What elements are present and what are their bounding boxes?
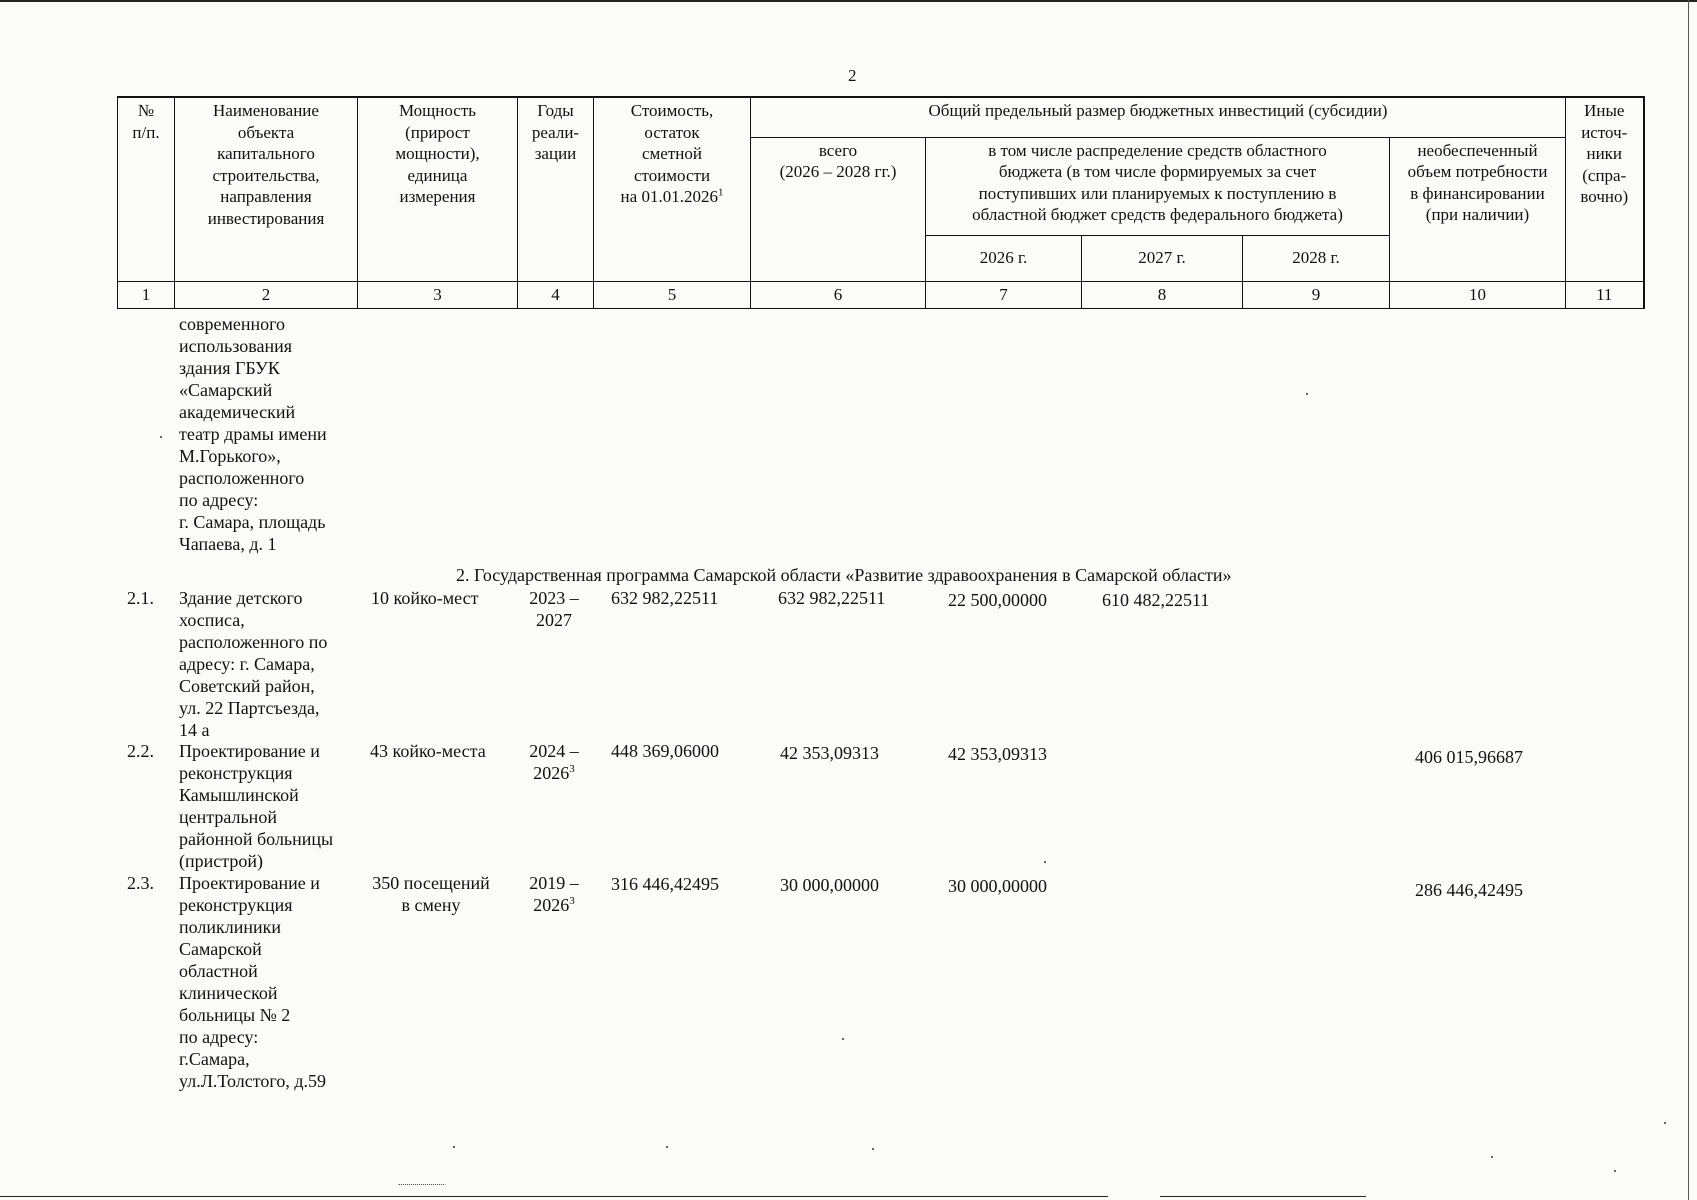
header-col-other-sources: Иные источ- ники (спра- вочно) bbox=[1566, 97, 1644, 281]
header-subgroup-regional: в том числе распределение средств областного бюджета (в том числе формируемых за счет поступивших или планируемых к поступлению в областной бюджет средств федерального бюджета) bbox=[926, 137, 1390, 235]
column-number: 2 bbox=[175, 281, 358, 308]
column-number: 7 bbox=[926, 281, 1082, 308]
years: 2024 – 2026$^3$ bbox=[529, 741, 579, 783]
header-col-2028: 2028 г. bbox=[1243, 235, 1390, 281]
column-number: 3 bbox=[358, 281, 518, 308]
scan-speck bbox=[1491, 1156, 1493, 1158]
cost: 316 446,42495 bbox=[611, 874, 719, 894]
scan-bottom-border bbox=[1160, 1196, 1366, 1197]
header-col-2027: 2027 г. bbox=[1082, 235, 1243, 281]
column-number: 1 bbox=[118, 281, 175, 308]
column-number: 5 bbox=[594, 281, 751, 308]
header-col-name: Наименование объекта капитального строительства, направления инвестирования bbox=[175, 97, 358, 281]
header-col-2026: 2026 г. bbox=[926, 235, 1082, 281]
scan-speck bbox=[1664, 1122, 1666, 1124]
row-number: 2.3. bbox=[127, 873, 154, 893]
column-number: 11 bbox=[1566, 281, 1644, 308]
capacity: 350 посещений в смену bbox=[372, 873, 490, 915]
header-col-cost: Стоимость, остаток сметной стоимости на 01.01.2026$^1$ bbox=[594, 97, 751, 281]
scan-speck bbox=[398, 1184, 446, 1186]
amount-2027: 610 482,22511 bbox=[1102, 590, 1210, 610]
scan-bottom-border bbox=[0, 1196, 1108, 1197]
unsecured-amount: 286 446,42495 bbox=[1415, 880, 1523, 900]
continuation-object-name: современного использования здания ГБУК «Самарский академический театр драмы имени М.Горького», расположенного по адресу: г. Самара, площадь Чапаева, д. 1 bbox=[179, 314, 327, 554]
scan-speck bbox=[160, 436, 162, 438]
column-number: 9 bbox=[1243, 281, 1390, 308]
total-2026-2028: 632 982,22511 bbox=[778, 588, 886, 608]
scan-speck bbox=[453, 1146, 455, 1148]
header-group-budget: Общий предельный размер бюджетных инвестиций (субсидии) bbox=[751, 97, 1566, 137]
table-header bbox=[117, 96, 1645, 309]
section-title: 2. Государственная программа Самарской области «Развитие здравоохранения в Самарской области» bbox=[456, 565, 1232, 585]
cost: 632 982,22511 bbox=[611, 588, 719, 608]
scan-top-border bbox=[0, 0, 1697, 2]
column-number: 10 bbox=[1390, 281, 1566, 308]
header-col-unsecured: необеспеченный объем потребности в финансировании (при наличии) bbox=[1390, 137, 1566, 281]
scan-speck bbox=[842, 1038, 844, 1040]
scan-speck bbox=[1306, 393, 1308, 395]
capacity: 10 койко-мест bbox=[371, 588, 479, 608]
capacity: 43 койко-места bbox=[370, 741, 486, 761]
object-name: Проектирование и реконструкция поликлиники Самарской областной клинической больницы № 2 по адресу: г.Самара, ул.Л.Толстого, д.59 bbox=[179, 873, 326, 1091]
years: 2019 – 2026$^3$ bbox=[529, 873, 579, 915]
scan-speck bbox=[872, 1148, 874, 1150]
column-number: 4 bbox=[518, 281, 594, 308]
header-col-number: № п/п. bbox=[118, 97, 175, 281]
scan-speck bbox=[1044, 861, 1046, 863]
row-number: 2.2. bbox=[127, 741, 154, 761]
amount-2026: 42 353,09313 bbox=[948, 744, 1047, 764]
amount-2026: 30 000,00000 bbox=[948, 876, 1047, 896]
column-number: 6 bbox=[751, 281, 926, 308]
object-name: Здание детского хосписа, расположенного по адресу: г. Самара, Советский район, ул. 22 Партсъезда, 14 а bbox=[179, 588, 328, 740]
row-number: 2.1. bbox=[127, 588, 154, 608]
object-name: Проектирование и реконструкция Камышлинской центральной районной больницы (пристрой) bbox=[179, 741, 334, 871]
header-col-total: всего (2026 – 2028 гг.) bbox=[751, 137, 926, 281]
cost: 448 369,06000 bbox=[611, 741, 719, 761]
years: 2023 – 2027 bbox=[529, 588, 579, 630]
header-col-years: Годы реали- зации bbox=[518, 97, 594, 281]
scan-right-border bbox=[1688, 0, 1689, 1200]
page-number: 2 bbox=[848, 66, 857, 85]
scan-speck bbox=[666, 1146, 668, 1148]
unsecured-amount: 406 015,96687 bbox=[1415, 747, 1523, 767]
scan-speck bbox=[1614, 1170, 1616, 1172]
total-2026-2028: 30 000,00000 bbox=[780, 875, 879, 895]
header-col-capacity: Мощность (прирост мощности), единица измерения bbox=[358, 97, 518, 281]
amount-2026: 22 500,00000 bbox=[948, 590, 1047, 610]
column-number: 8 bbox=[1082, 281, 1243, 308]
total-2026-2028: 42 353,09313 bbox=[780, 743, 879, 763]
